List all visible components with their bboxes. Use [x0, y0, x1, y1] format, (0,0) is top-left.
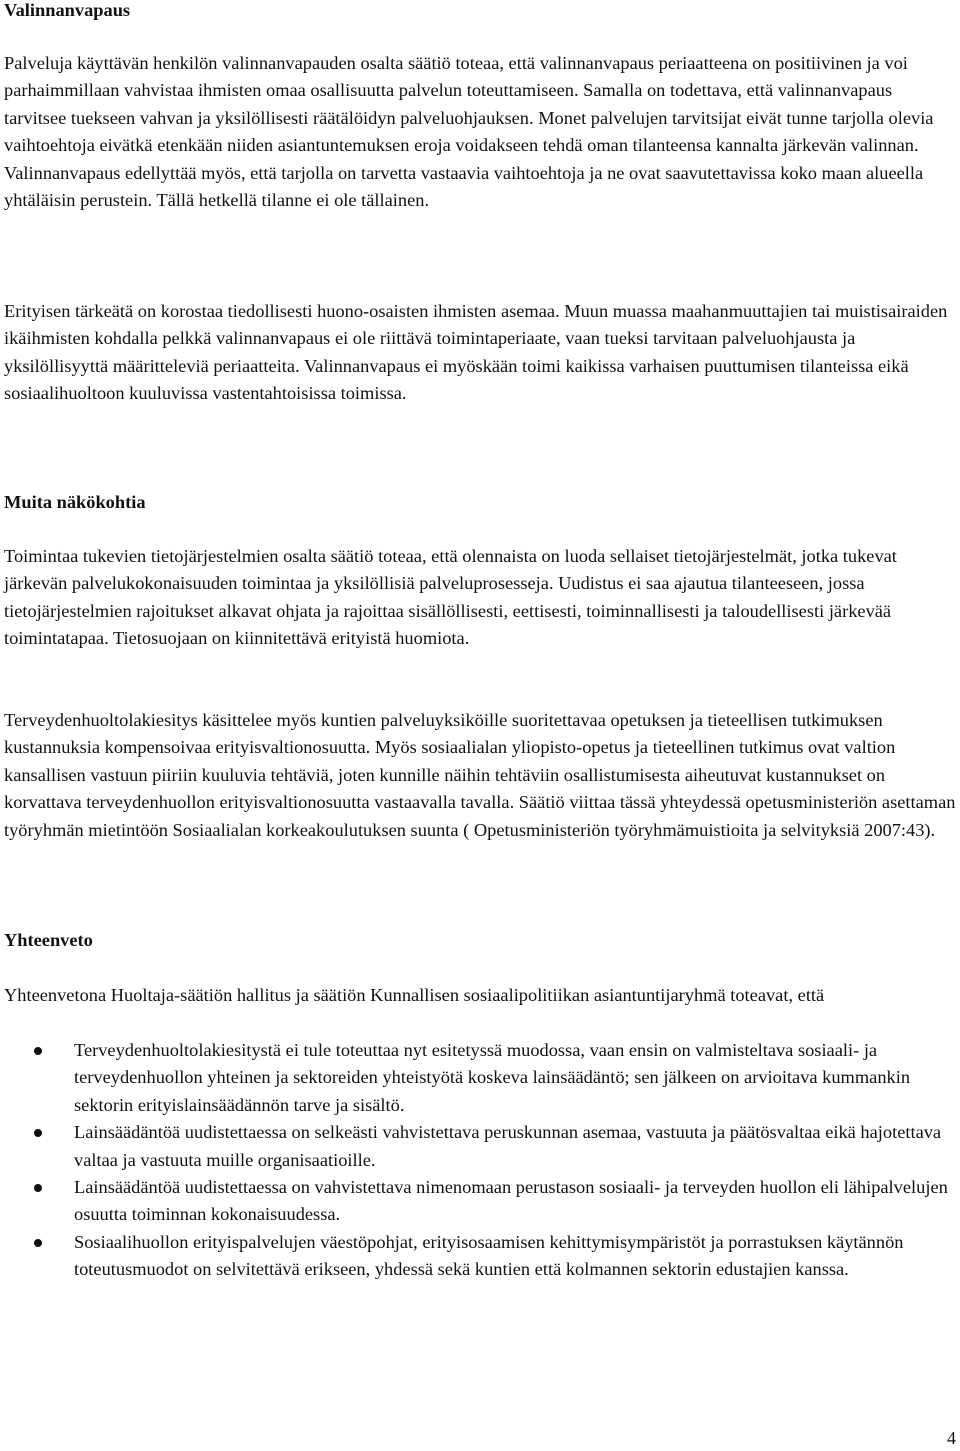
list-item-text: Sosiaalihuollon erityispalvelujen väestöpohjat, erityisosaamisen kehittymisympäristöt ja porrastuksen käytännön toteutusmuodot on selvitettävä erikseen, yhdessä sekä kuntien että kolmannen sektorin edustajien kanssa.	[74, 1231, 904, 1280]
list-item-text: Lainsäädäntöä uudistettaessa on selkeästi vahvistettava peruskunnan asemaa, vastuuta ja päätösvaltaa eikä hajotettava valtaa ja vastuuta muille organisaatioille.	[74, 1122, 942, 1170]
bullet-icon	[34, 1239, 42, 1247]
paragraph: Erityisen tärkeätä on korostaa tiedollisesti huono-osaisten ihmisten asemaa. Muun muassa maahanmuuttajien tai muistisairaiden ikäihmisten kohdalla pelkkä valinnanvapaus ei ole riittävä toimintaperiaate, vaan tueksi tarvitaan palveluohjausta ja yksilöllisyyttä määritteleviä periaatteita. Valinnanvapaus ei myöskään toimi kaikissa varhaisen puuttumisen tilanteissa eikä sosiaalihuoltoon kuuluvissa vastentahtoisissa toimissa.	[4, 301, 948, 404]
list-item	[4, 1037, 956, 1119]
list-item	[4, 1174, 956, 1229]
bullet-icon	[34, 1129, 42, 1137]
section-heading-valinnanvapaus: Valinnanvapaus	[4, 0, 131, 20]
bullet-icon	[34, 1184, 42, 1192]
page-number: 4	[947, 1428, 956, 1448]
section-heading-muita-nakokohtia: Muita näkökohtia	[4, 492, 146, 512]
paragraph: Palveluja käyttävän henkilön valinnanvapauden osalta säätiö toteaa, että valinnanvapaus periaatteena on positiivinen ja voi parhaimmillaan vahvistaa ihmisten omaa osallisuutta palvelun toteuttamiseen. Samalla on todettava, että valinnanvapaus tarvitsee tuekseen vahvan ja yksilöllisesti räätälöidyn palveluohjauksen. Monet palvelujen tarvitsijat eivät tunne tarjolla olevia vaihtoehtoja eivätkä etenkään niiden asiantuntemuksen eroja voidakseen tehdä oman tilanteensa kannalta järkevän valinnan. Valinnanvapaus edellyttää myös, että tarjolla on tarvetta vastaavia vaihtoehtoja ja ne ovat saavutettavissa koko maan alueella yhtäläisin perustein. Tällä hetkellä tilanne ei ole tällainen.	[4, 53, 934, 211]
list-item	[4, 1119, 956, 1174]
list-item-text: Terveydenhuoltolakiesitystä ei tule toteuttaa nyt esitetyssä muodossa, vaan ensin on valmisteltava sosiaali- ja terveydenhuollon yhteinen ja sektoreiden yhteistyötä koskeva lainsäädäntö; sen jälkeen on arvioitava kummankin sektorin erityislainsäädännön tarve ja sisältö.	[74, 1040, 911, 1115]
paragraph: Yhteenvetona Huoltaja-säätiön hallitus ja säätiön Kunnallisen sosiaalipolitiikan asiantuntijaryhmä toteavat, että	[4, 985, 825, 1005]
paragraph: Terveydenhuoltolakiesitys käsittelee myös kuntien palveluyksiköille suoritettavaa opetuksen ja tieteellisen tutkimuksen kustannuksia kompensoivaa erityisvaltionosuutta. Myös sosiaalialan yliopisto-opetus ja tieteellinen tutkimus ovat valtion kansallisen vastuun piiriin kuuluvia tehtäviä, joten kunnille näihin tehtäviin osallistumisesta aiheutuvat kustannukset on korvattava terveydenhuollon erityisvaltionosuutta vastaavalla tavalla. Säätiö viittaa tässä yhteydessä opetusministeriön asettaman työryhmän mietintöön Sosiaalialan korkeakoulutuksen suunta ( Opetusministeriön työryhmämuistioita ja selvityksiä 2007:43).	[4, 710, 956, 840]
list-item-text: Lainsäädäntöä uudistettaessa on vahvistettava nimenomaan perustason sosiaali- ja terveyden huollon eli lähipalvelujen osuutta toiminnan kokonaisuudessa.	[74, 1177, 948, 1225]
section-heading-yhteenveto: Yhteenveto	[4, 930, 93, 950]
list-item	[4, 1229, 956, 1284]
summary-bullet-list	[4, 1037, 956, 1284]
bullet-icon	[34, 1047, 42, 1055]
paragraph: Toimintaa tukevien tietojärjestelmien osalta säätiö toteaa, että olennaista on luoda sellaiset tietojärjestelmät, jotka tukevat järkevän palvelukokonaisuuden toimintaa ja yksilöllisiä palveluprosesseja. Uudistus ei saa ajautua tilanteeseen, jossa tietojärjestelmien rajoitukset alkavat ohjata ja rajoittaa sisällöllisesti, eettisesti, toiminnallisesti ja taloudellisesti järkevää toimintatapaa. Tietosuojaan on kiinnitettävä erityistä huomiota.	[4, 546, 897, 649]
